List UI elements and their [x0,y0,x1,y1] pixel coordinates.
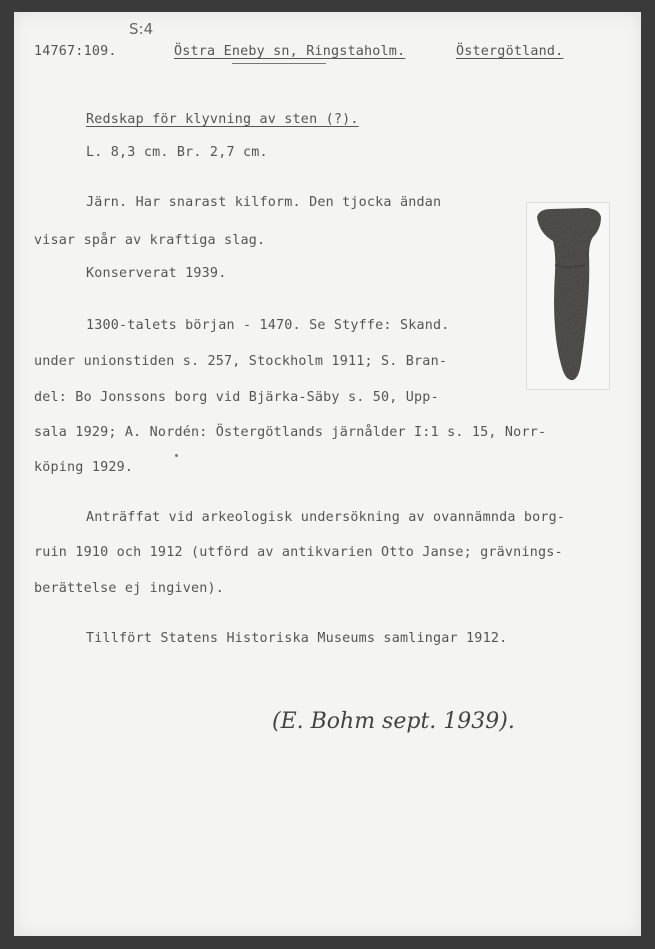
description-line: Järn. Har snarast kilform. Den tjocka ändan [86,195,442,210]
description-line: Konserverat 1939. [86,266,227,281]
object-title: Redskap för klyvning av sten (?). [86,112,359,127]
dimensions: L. 8,3 cm. Br. 2,7 cm. [86,145,268,160]
reference-line: 1300-talets början - 1470. Se Styffe: Skand. [86,318,450,333]
reference-line: under unionstiden s. 257, Stockholm 1911; S. Bran- [34,354,448,369]
acquisition-line: Tillfört Statens Historiska Museums samlingar 1912. [86,631,508,646]
signature-text: (E. Bohm sept. 1939). [271,709,515,734]
reference-line: del: Bo Jonssons borg vid Bjärka-Säby s. 50, Upp- [34,390,439,405]
location: Östra Eneby sn, Ringstaholm. [174,44,406,59]
iron-wedge-icon [527,203,609,389]
catalog-card [14,12,641,936]
province: Östergötland. [456,44,564,59]
header-rule [232,63,326,64]
handwritten-signature [244,684,515,759]
artifact-photo [526,202,610,390]
reference-line: köping 1929. [34,460,134,475]
ink-dot [175,454,178,457]
catalog-number: 14767:109. [34,44,117,59]
stamp-mark: S:4 [129,20,154,38]
find-line: ruin 1910 och 1912 (utförd av antikvarien Otto Janse; grävnings- [34,545,563,560]
reference-line: sala 1929; A. Nordén: Östergötlands järnålder I:1 s. 15, Norr- [34,425,547,440]
find-line: Anträffat vid arkeologisk undersökning av ovannämnda borg- [86,510,566,525]
find-line: berättelse ej ingiven). [34,581,225,596]
description-line: visar spår av kraftiga slag. [34,233,266,248]
